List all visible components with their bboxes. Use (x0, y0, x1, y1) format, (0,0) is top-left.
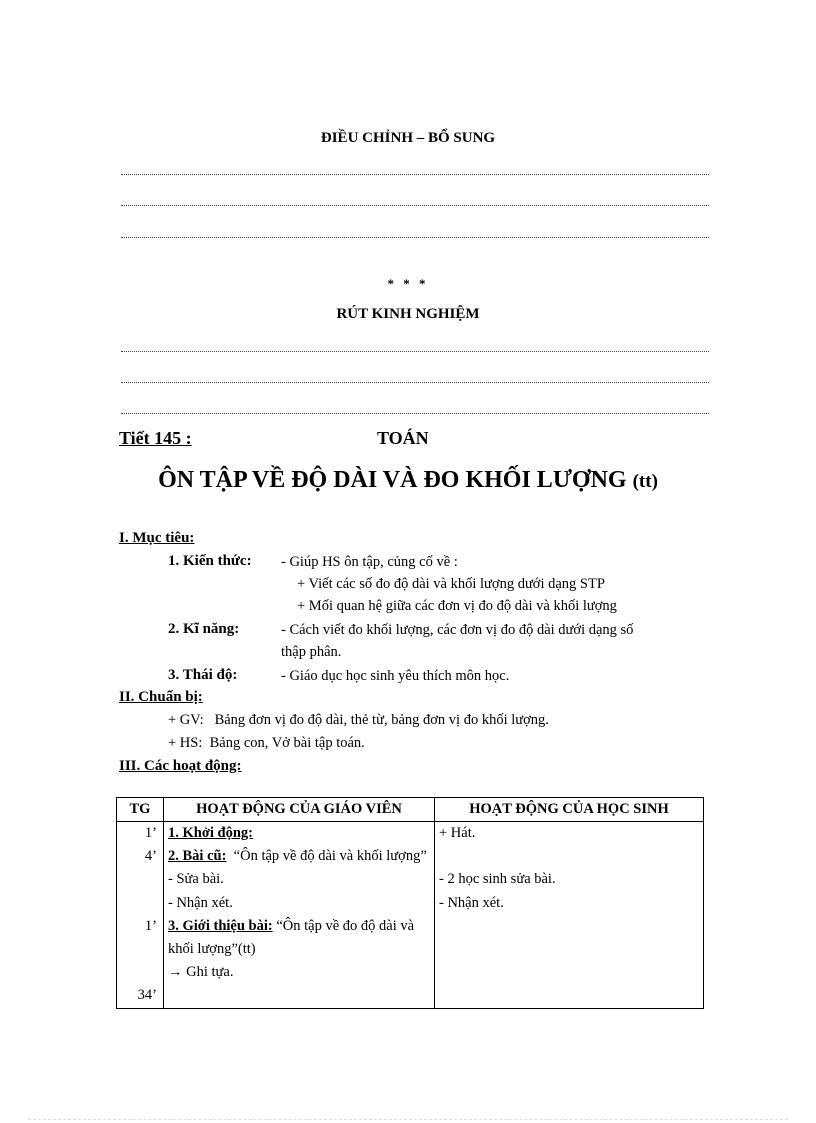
knowledge-label: 1. Kiến thức: (168, 553, 252, 569)
student-item (439, 845, 699, 868)
lesson-title-main: ÔN TẬP VỀ ĐỘ DÀI VÀ ĐO KHỐI LƯỢNG (158, 467, 627, 493)
dotted-line (121, 204, 709, 206)
tg-value (121, 961, 157, 984)
table-header-row (117, 798, 704, 822)
header-student: HOẠT ĐỘNG CỦA HỌC SINH (435, 798, 704, 822)
warmup-label: 1. Khởi động: (168, 825, 253, 841)
table-row (117, 822, 704, 1009)
objectives-heading: I. Mục tiêu: (119, 530, 195, 546)
adjust-title: ĐIỀU CHỈNH – BỔ SUNG (320, 130, 496, 146)
comment-item: - Nhận xét. (168, 894, 233, 911)
student-item: + Hát. (439, 825, 476, 841)
skill-line: - Cách viết đo khối lượng, các đơn vị đo độ dài dưới dạng số (281, 622, 634, 638)
tg-value (121, 938, 157, 961)
page-bottom-divider (28, 1119, 788, 1120)
prep-teacher: + GV: Bảng đơn vị đo độ dài, thẻ từ, bảng đơn vị đo khối lượng. (168, 712, 549, 728)
lesson-title (0, 467, 816, 494)
header-teacher: HOẠT ĐỘNG CỦA GIÁO VIÊN (164, 798, 435, 822)
dotted-line (121, 236, 709, 238)
write-title: → Ghi tựa. (168, 964, 234, 981)
skill-line: thập phân. (281, 644, 342, 660)
tg-value: 34’ (137, 987, 157, 1004)
lesson-number: Tiết 145 : (119, 428, 192, 448)
prep-student: + HS: Bảng con, Vở bài tập toán. (168, 735, 365, 751)
activities-heading: III. Các hoạt động: (119, 758, 242, 774)
separator: * * * (387, 276, 429, 291)
dotted-line (121, 412, 709, 414)
tg-cell (117, 822, 164, 1009)
tg-value: 1’ (144, 825, 157, 841)
teacher-cell (164, 822, 435, 1009)
knowledge-line: + Mối quan hệ giữa các đơn vị đo độ dài và khối lượng (297, 598, 617, 614)
dotted-line (121, 350, 709, 352)
knowledge-line: - Giúp HS ôn tập, củng cố về : (281, 554, 458, 570)
dotted-line (121, 173, 709, 175)
attitude-label: 3. Thái độ: (168, 667, 238, 683)
tg-value: 1’ (144, 917, 157, 934)
student-item: - 2 học sinh sửa bài. (439, 871, 556, 888)
intro (168, 915, 430, 961)
tg-value (121, 892, 157, 915)
old-text: “Ôn tập về độ dài và khối lượng” (233, 848, 427, 865)
student-cell (435, 822, 704, 1009)
header-tg: TG (117, 798, 164, 822)
activities-table (116, 797, 704, 1009)
prep-heading: II. Chuẩn bị: (119, 689, 203, 705)
intro-text: “Ôn tập về đo độ dài và khối lượng”(tt) (168, 917, 415, 958)
tg-value (121, 868, 157, 891)
lesson-title-suffix: (tt) (632, 471, 658, 492)
lesson-subject: TOÁN (377, 428, 429, 448)
attitude-line: - Giáo dục học sinh yêu thích môn học. (281, 668, 510, 684)
knowledge-line: + Viết các số đo độ dài và khối lượng dưới dạng STP (297, 576, 605, 592)
intro-label: 3. Giới thiệu bài: (168, 917, 273, 934)
student-item: - Nhận xét. (439, 894, 504, 911)
fix-item: - Sửa bài. (168, 871, 224, 888)
old-label: 2. Bài cũ: (168, 848, 227, 865)
tg-value: 4’ (144, 848, 157, 865)
experience-title: RÚT KINH NGHIỆM (336, 306, 480, 322)
dotted-line (121, 381, 709, 383)
old-lesson (168, 845, 430, 868)
skill-label: 2. Kĩ năng: (168, 621, 240, 637)
